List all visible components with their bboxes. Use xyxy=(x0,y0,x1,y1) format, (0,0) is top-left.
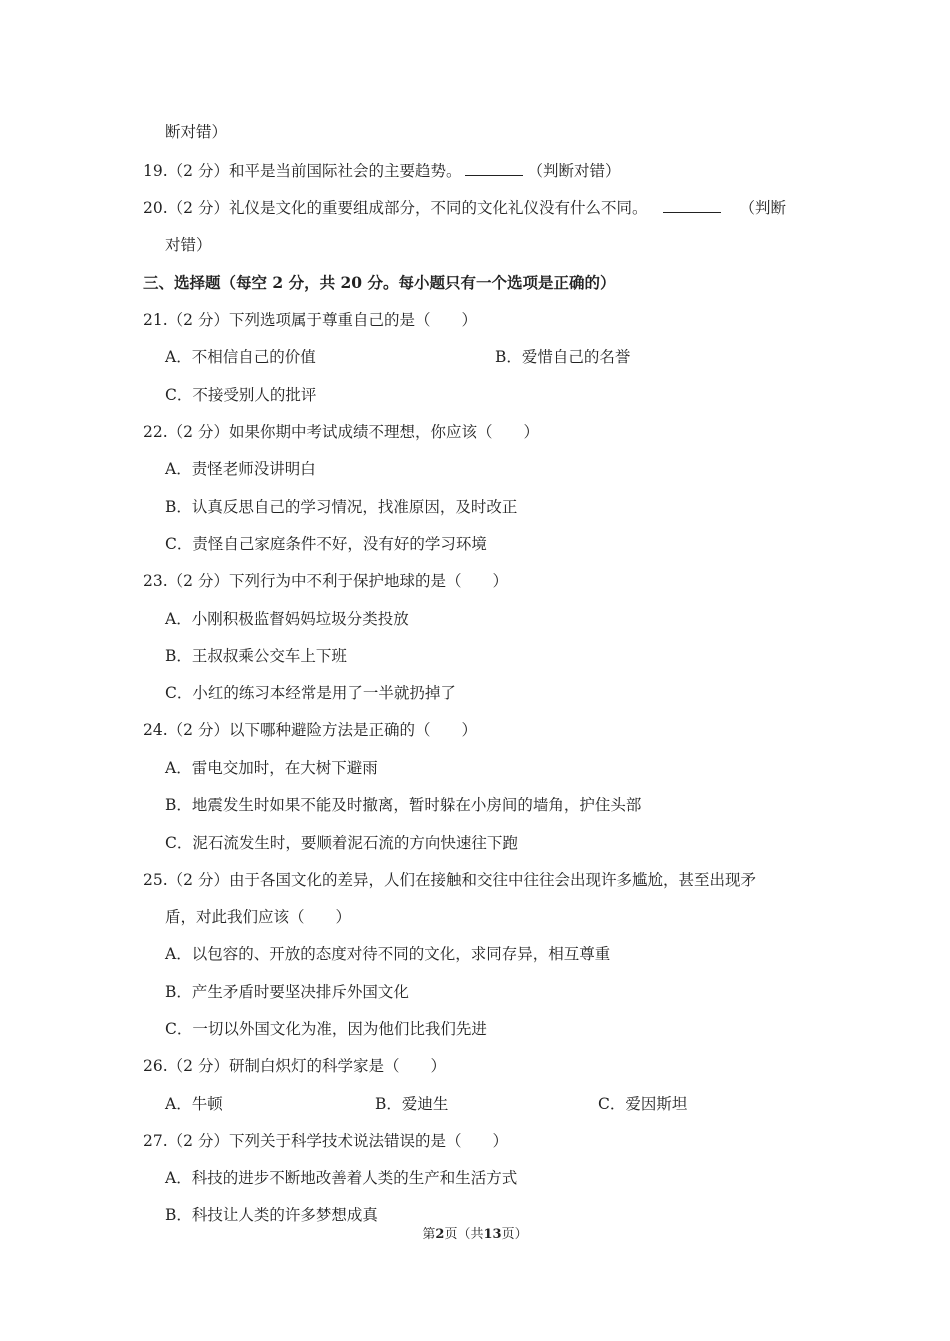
question-22: 22.（2 分）如果你期中考试成绩不理想，你应该（ ） xyxy=(143,423,539,441)
question-25: 25.（2 分）由于各国文化的差异，人们在接触和交往中往往会出现许多尴尬，甚至出现矛 xyxy=(143,871,756,889)
question-20 xyxy=(143,198,786,218)
question-23: 23.（2 分）下列行为中不利于保护地球的是（ ） xyxy=(143,572,508,590)
q23-option-c[interactable]: C．小红的练习本经常是用了一半就扔掉了 xyxy=(165,684,456,702)
q24-option-a[interactable]: A．雷电交加时，在大树下避雨 xyxy=(165,759,378,777)
answer-blank-19[interactable] xyxy=(465,161,523,176)
q26-option-c[interactable]: C．爱因斯坦 xyxy=(598,1095,688,1113)
footer-page-number: 2 xyxy=(435,1227,445,1242)
q26-option-a[interactable]: A．牛顿 xyxy=(165,1095,223,1113)
question-24: 24.（2 分）以下哪种避险方法是正确的（ ） xyxy=(143,721,477,739)
question-27: 27.（2 分）下列关于科学技术说法错误的是（ ） xyxy=(143,1132,508,1150)
q25-option-c[interactable]: C．一切以外国文化为准，因为他们比我们先进 xyxy=(165,1020,487,1038)
q25-option-a[interactable]: A．以包容的、开放的态度对待不同的文化，求同存异，相互尊重 xyxy=(165,945,611,963)
q22-option-b[interactable]: B．认真反思自己的学习情况，找准原因，及时改正 xyxy=(165,498,518,516)
footer-suffix: 页） xyxy=(501,1227,528,1242)
answer-blank-20[interactable] xyxy=(663,198,721,213)
q21-option-b[interactable]: B．爱惜自己的名誉 xyxy=(495,348,631,366)
question-26: 26.（2 分）研制白炽灯的科学家是（ ） xyxy=(143,1057,446,1075)
question-20-continuation: 对错） xyxy=(165,236,212,254)
q21-option-a[interactable]: A．不相信自己的价值 xyxy=(165,348,316,366)
question-25-continuation: 盾，对此我们应该（ ） xyxy=(165,908,352,926)
q22-option-a[interactable]: A．责怪老师没讲明白 xyxy=(165,460,316,478)
question-19-text: 19.（2 分）和平是当前国际社会的主要趋势。 xyxy=(143,162,462,180)
question-20-text: 20.（2 分）礼仪是文化的重要组成部分，不同的文化礼仪没有什么不同。 xyxy=(143,199,648,217)
q21-option-c[interactable]: C．不接受别人的批评 xyxy=(165,386,317,404)
q24-option-c[interactable]: C．泥石流发生时，要顺着泥石流的方向快速往下跑 xyxy=(165,834,518,852)
q27-option-b[interactable]: B．科技让人类的许多梦想成真 xyxy=(165,1206,378,1224)
q24-option-b[interactable]: B．地震发生时如果不能及时撤离，暂时躲在小房间的墙角，护住头部 xyxy=(165,796,642,814)
q22-option-c[interactable]: C．责怪自己家庭条件不好，没有好的学习环境 xyxy=(165,535,487,553)
question-21: 21.（2 分）下列选项属于尊重自己的是（ ） xyxy=(143,311,477,329)
footer-prefix: 第 xyxy=(422,1227,436,1242)
question-19 xyxy=(143,161,620,181)
q23-option-a[interactable]: A．小刚积极监督妈妈垃圾分类投放 xyxy=(165,610,409,628)
question-20-tail: （判断 xyxy=(739,199,786,217)
page-footer xyxy=(0,1226,950,1244)
q25-option-b[interactable]: B．产生矛盾时要坚决排斥外国文化 xyxy=(165,983,409,1001)
q27-option-a[interactable]: A．科技的进步不断地改善着人类的生产和生活方式 xyxy=(165,1169,518,1187)
q26-option-b[interactable]: B．爱迪生 xyxy=(375,1095,449,1113)
question-19-tail: （判断对错） xyxy=(527,162,621,180)
q18-continuation: 断对错） xyxy=(165,123,228,141)
footer-total-pages: 13 xyxy=(483,1227,502,1242)
q23-option-b[interactable]: B．王叔叔乘公交车上下班 xyxy=(165,647,347,665)
section-3-heading: 三、选择题（每空 2 分，共 20 分。每小题只有一个选项是正确的） xyxy=(143,273,616,292)
footer-mid: 页（共 xyxy=(444,1227,484,1242)
